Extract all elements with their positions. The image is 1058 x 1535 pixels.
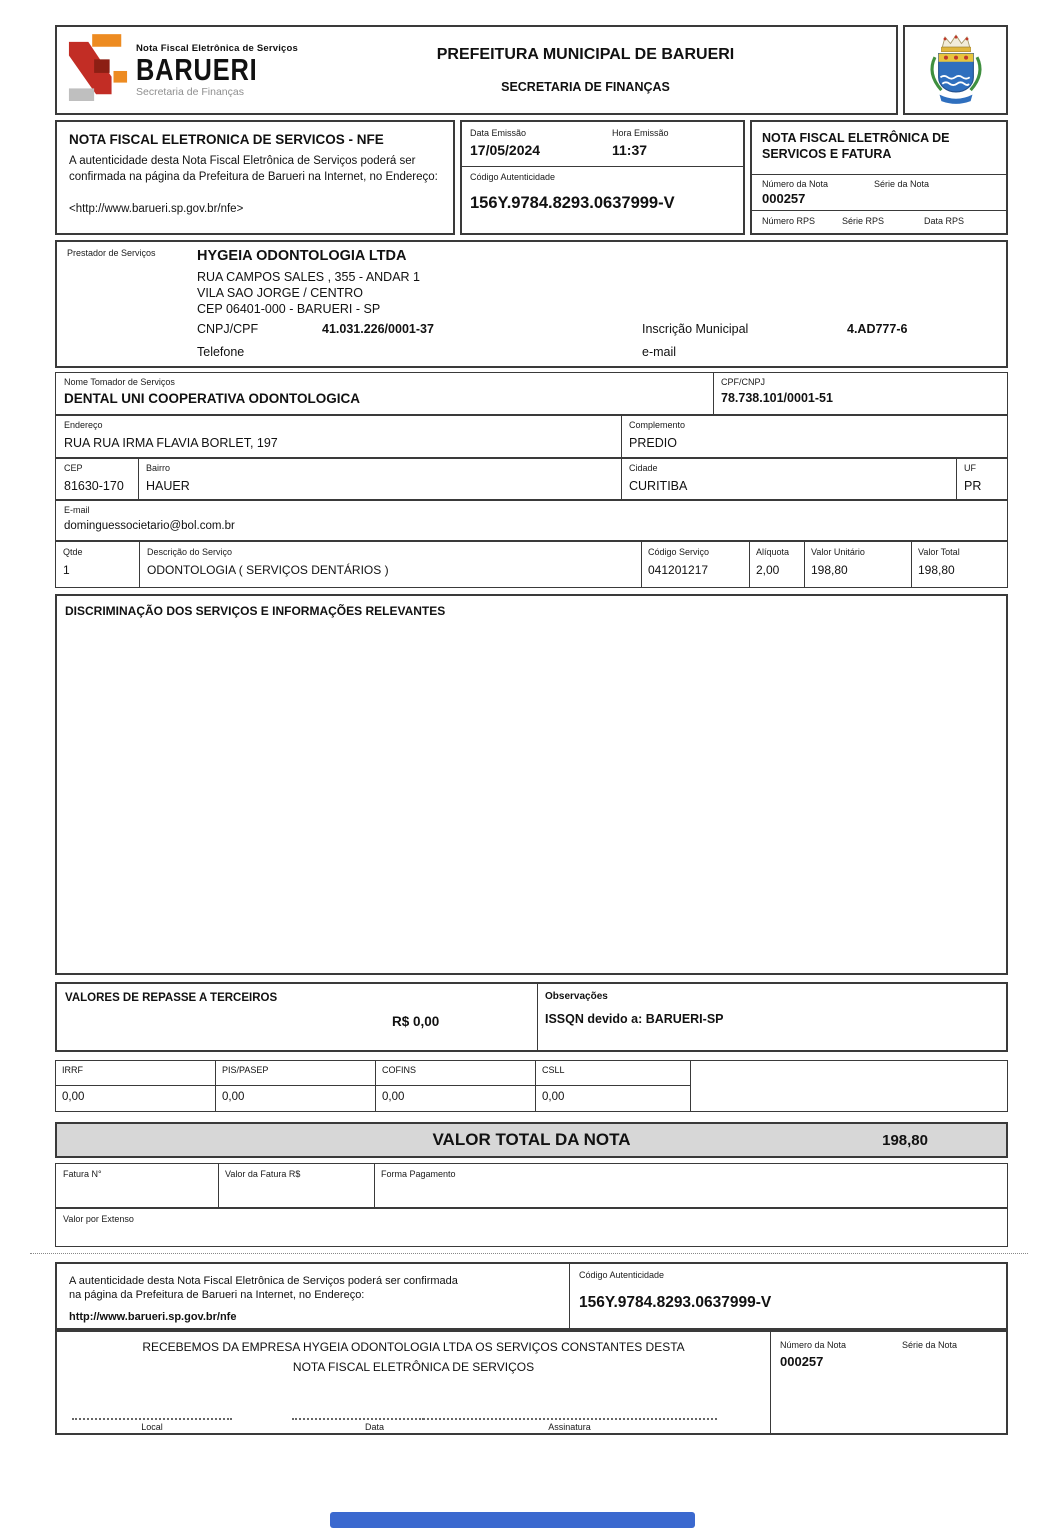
tax-pis-label: PIS/PASEP <box>216 1061 375 1086</box>
logo-text <box>136 43 298 98</box>
customer-name-row <box>55 372 1008 415</box>
tax-irrf-label: IRRF <box>56 1061 215 1086</box>
logo-tagline: Nota Fiscal Eletrônica de Serviços <box>136 42 299 54</box>
details-box <box>55 594 1008 975</box>
logo-subtitle: Secretaria de Finanças <box>136 85 244 98</box>
emission-time-value: 11:37 <box>612 142 648 158</box>
customer-email-label: E-mail <box>64 505 90 515</box>
provider-address3: CEP 06401-000 - BARUERI - SP <box>197 302 381 316</box>
service-qty-label: Qtde <box>63 547 83 557</box>
receipt-line1: RECEBEMOS DA EMPRESA HYGEIA ODONTOLOGIA LTDA OS SERVIÇOS CONSTANTES DESTA <box>142 1340 685 1354</box>
page-subtitle: SECRETARIA DE FINANÇAS <box>501 80 670 94</box>
crest-box <box>903 25 1008 115</box>
invoice-title: NOTA FISCAL ELETRÔNICA DE SERVICOS E FATURA <box>762 131 950 162</box>
customer-email-value: dominguessocietario@bol.com.br <box>64 520 235 532</box>
bottom-scrollbar-thumb[interactable] <box>330 1512 695 1528</box>
signature-line-local <box>72 1418 232 1420</box>
auth-code-value: 156Y.9784.8293.0637999-V <box>470 194 675 212</box>
customer-cpf-value: 78.738.101/0001-51 <box>721 391 833 405</box>
receipt-line2: NOTA FISCAL ELETRÔNICA DE SERVIÇOS <box>292 1360 535 1374</box>
customer-name-label: Nome Tomador de Serviços <box>64 377 175 387</box>
total-bar-label: VALOR TOTAL DA NOTA <box>432 1130 631 1149</box>
barueri-crest-icon <box>924 32 988 108</box>
service-code-label: Código Serviço <box>648 547 710 557</box>
provider-box <box>55 240 1008 368</box>
customer-cpf-label: CPF/CNPJ <box>721 377 766 387</box>
nfe-auth-url: <http://www.barueri.sp.gov.br/nfe> <box>69 203 244 215</box>
provider-municipal-label: Inscrição Municipal <box>642 322 749 336</box>
tax-csll-value: 0,00 <box>542 1091 565 1103</box>
customer-complement-label: Complemento <box>629 420 686 430</box>
provider-label: Prestador de Serviços <box>67 248 156 258</box>
nota-series-label: Série da Nota <box>874 179 930 189</box>
service-total-label: Valor Total <box>918 547 960 557</box>
provider-municipal-value: 4.AD777-6 <box>847 322 908 336</box>
customer-state-value: PR <box>964 479 982 493</box>
service-code-value: 041201217 <box>648 563 709 577</box>
tax-cell-cofins <box>376 1061 536 1111</box>
tax-cell-irrf <box>56 1061 216 1111</box>
service-rate-label: Alíquota <box>756 547 790 557</box>
total-bar <box>55 1122 1008 1158</box>
emission-date-value: 17/05/2024 <box>470 142 541 158</box>
fatura-row <box>55 1163 1008 1208</box>
tax-csll-label: CSLL <box>536 1061 690 1086</box>
nota-number-value: 000257 <box>762 191 806 206</box>
provider-address2: VILA SAO JORGE / CENTRO <box>197 286 364 300</box>
footer-auth-url: http://www.barueri.sp.gov.br/nfe <box>69 1311 237 1323</box>
provider-address1: RUA CAMPOS SALES , 355 - ANDAR 1 <box>197 270 420 284</box>
footer-auth-box <box>55 1262 1008 1330</box>
signature-assinatura-label: Assinatura <box>548 1422 591 1432</box>
rps-number-label: Número RPS <box>762 216 816 226</box>
customer-cep-label: CEP <box>64 463 83 473</box>
service-total-value: 198,80 <box>918 563 955 577</box>
customer-district-label: Bairro <box>146 463 171 473</box>
tax-cell-csll <box>536 1061 691 1111</box>
transfer-box <box>55 982 1008 1052</box>
invoice-number-box <box>750 120 1008 235</box>
observations-value: ISSQN devido a: BARUERI-SP <box>545 1012 724 1026</box>
service-desc-value: ODONTOLOGIA ( SERVIÇOS DENTÁRIOS ) <box>147 563 389 577</box>
fatura-number-label: Fatura N° <box>63 1169 102 1179</box>
cut-line <box>30 1253 1028 1254</box>
details-title: DISCRIMINAÇÃO DOS SERVIÇOS E INFORMAÇÕES RELEVANTES <box>65 604 446 618</box>
receipt-series-label: Série da Nota <box>902 1340 958 1350</box>
footer-auth-text2: na página da Prefeitura de Barueri na Internet, no Endereço: <box>69 1289 365 1301</box>
provider-cnpj-value: 41.031.226/0001-37 <box>322 322 434 336</box>
customer-cep-value: 81630-170 <box>64 479 124 493</box>
customer-state-label: UF <box>964 463 976 473</box>
barueri-logo <box>67 32 305 108</box>
emission-box <box>460 120 745 235</box>
emission-date-label: Data Emissão <box>470 128 527 138</box>
signature-local-label: Local <box>141 1422 163 1432</box>
fatura-payment-label: Forma Pagamento <box>381 1169 456 1179</box>
tax-table <box>55 1060 1008 1112</box>
signature-line-assinatura <box>422 1418 717 1420</box>
nfe-info-title: NOTA FISCAL ELETRONICA DE SERVICOS - NFE <box>69 132 384 147</box>
provider-email-label: e-mail <box>642 345 677 359</box>
page-title: PREFEITURA MUNICIPAL DE BARUERI <box>436 46 735 63</box>
receipt-box <box>55 1330 1008 1435</box>
footer-auth-code-value: 156Y.9784.8293.0637999-V <box>579 1294 772 1311</box>
auth-code-label: Código Autenticidade <box>470 172 556 182</box>
header-box <box>55 25 898 115</box>
provider-name: HYGEIA ODONTOLOGIA LTDA <box>197 248 407 264</box>
customer-address-value: RUA RUA IRMA FLAVIA BORLET, 197 <box>64 436 278 450</box>
nf-logo-icon <box>67 32 129 108</box>
service-unit-label: Valor Unitário <box>811 547 865 557</box>
rps-date-label: Data RPS <box>924 216 965 226</box>
customer-address-row <box>55 415 1008 458</box>
service-rate-value: 2,00 <box>756 563 780 577</box>
signature-data-label: Data <box>364 1422 384 1432</box>
service-row <box>55 541 1008 588</box>
observations-label: Observações <box>545 991 608 1002</box>
receipt-number-value: 000257 <box>780 1354 824 1369</box>
transfer-value: R$ 0,00 <box>392 1014 440 1029</box>
tax-irrf-value: 0,00 <box>62 1091 85 1103</box>
provider-cnpj-label: CNPJ/CPF <box>197 322 259 336</box>
tax-cofins-label: COFINS <box>376 1061 535 1086</box>
customer-city-row <box>55 458 1008 500</box>
provider-phone-label: Telefone <box>197 345 245 359</box>
customer-name-value: DENTAL UNI COOPERATIVA ODONTOLOGICA <box>64 391 361 406</box>
transfer-title: VALORES DE REPASSE A TERCEIROS <box>65 992 278 1004</box>
logo-name: BARUERI <box>136 51 258 87</box>
rps-series-label: Série RPS <box>842 216 885 226</box>
tax-pis-value: 0,00 <box>222 1091 245 1103</box>
emission-time-label: Hora Emissão <box>612 128 669 138</box>
extenso-row <box>55 1208 1008 1247</box>
service-unit-value: 198,80 <box>811 563 848 577</box>
footer-auth-code-label: Código Autenticidade <box>579 1270 665 1280</box>
service-qty-value: 1 <box>63 563 70 577</box>
footer-auth-text1: A autenticidade desta Nota Fiscal Eletrônica de Serviços poderá ser confirmada <box>69 1275 458 1287</box>
tax-cofins-value: 0,00 <box>382 1091 405 1103</box>
receipt-number-label: Número da Nota <box>780 1340 847 1350</box>
header-titles <box>305 46 896 94</box>
customer-city-value: CURITIBA <box>629 479 688 493</box>
nfe-auth-text: A autenticidade desta Nota Fiscal Eletrônica de Serviços poderá ser confirmada na página da Prefeitura de Barueri na Internet, no Endereço: <box>69 155 438 183</box>
customer-email-row <box>55 500 1008 541</box>
customer-address-label: Endereço <box>64 420 103 430</box>
customer-city-label: Cidade <box>629 463 658 473</box>
total-bar-value: 198,80 <box>882 1132 928 1149</box>
customer-complement-value: PREDIO <box>629 436 677 450</box>
nfe-info-box <box>55 120 455 235</box>
service-desc-label: Descrição do Serviço <box>147 547 233 557</box>
fatura-value-label: Valor da Fatura R$ <box>225 1169 301 1179</box>
customer-district-value: HAUER <box>146 479 190 493</box>
extenso-label: Valor por Extenso <box>63 1214 134 1224</box>
nota-number-label: Número da Nota <box>762 179 829 189</box>
tax-cell-pis <box>216 1061 376 1111</box>
